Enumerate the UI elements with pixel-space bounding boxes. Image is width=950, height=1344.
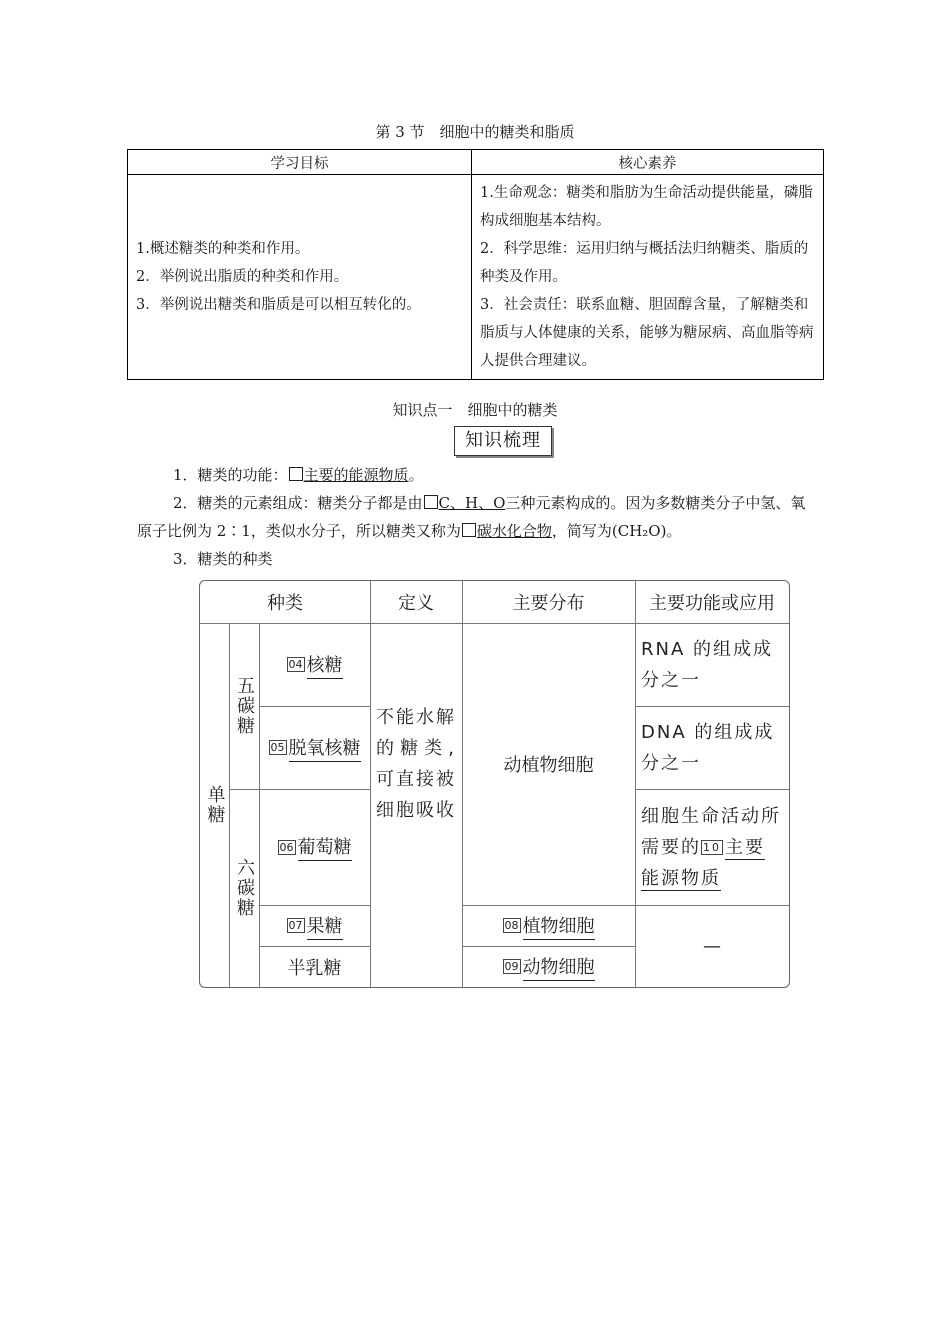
competency-item: 1.生命观念：糖类和脂肪为生命活动提供能量，磷脂构成细胞基本结构。 <box>480 185 813 229</box>
function-glucose: 细胞生命活动所需要的 10 主要能源物质 <box>641 805 781 889</box>
item-2-answer-1: C、H、O <box>438 494 506 512</box>
objectives-cell <box>128 175 472 380</box>
definition-cell: 不能水解的糖类,可直接被细胞吸收 <box>376 707 456 821</box>
distribution-plant: 08 植物细胞 <box>462 905 635 946</box>
item-2-prefix: 2．糖类的元素组成：糖类分子都是由 <box>173 494 423 512</box>
header-distribution: 主要分布 <box>512 593 585 614</box>
distribution-animal: 09 动物细胞 <box>462 946 635 987</box>
competencies-cell <box>472 175 824 380</box>
answer-box-icon <box>424 495 438 509</box>
sugar-deoxyribose: 05 脱氧核糖 <box>259 706 370 789</box>
answer-box-icon <box>462 523 476 537</box>
sugar-ribose: 04 核糖 <box>259 623 370 706</box>
objectives-header: 学习目标 <box>128 150 472 175</box>
item-2-answer-2: 碳水化合物 <box>476 522 552 540</box>
item-1-prefix: 1．糖类的功能： <box>173 466 288 484</box>
competencies-header: 核心素养 <box>472 150 824 175</box>
item-1-suffix: 。 <box>408 466 424 484</box>
objective-item: 3．举例说出糖类和脂质是可以相互转化的。 <box>136 297 421 313</box>
header-definition: 定义 <box>398 593 434 614</box>
item-3: 3．糖类的种类 <box>173 550 273 568</box>
answer-box-icon <box>289 467 303 481</box>
sugar-glucose: 06 葡萄糖 <box>259 789 370 905</box>
function-deoxyribose: DNA 的组成成分之一 <box>641 721 775 774</box>
competency-item: 2．科学思维：运用归纳与概括法归纳糖类、脂质的种类及作用。 <box>480 241 809 285</box>
function-ribose: RNA 的组成成分之一 <box>641 638 774 691</box>
competency-item: 3．社会责任：联系血糖、胆固醇含量，了解糖类和脂质与人体健康的关系，能够为糖尿病、高血脂等病人提供合理建议。 <box>480 297 814 369</box>
item-2-suffix: ，简写为(CH₂O)。 <box>551 522 682 540</box>
sugar-types-table <box>199 580 790 988</box>
item-1-answer: 主要的能源物质 <box>303 466 409 484</box>
sugar-fructose: 07 果糖 <box>259 905 370 946</box>
header-function: 主要功能或应用 <box>649 593 775 614</box>
item-2 <box>137 489 817 545</box>
item-1 <box>137 461 817 489</box>
knowledge-point-heading: 知识点一 细胞中的糖类 <box>392 401 558 419</box>
header-type: 种类 <box>267 593 303 614</box>
objective-item: 2．举例说出脂质的种类和作用。 <box>136 269 349 285</box>
hexose-label: 六碳糖 <box>234 858 255 918</box>
item-2-mid: 三种元素构成的。因为多数糖类分子中氢、氧原子比例为 2∶1，类似水分子，所以糖类又称为 <box>137 494 806 540</box>
objective-item: 1.概述糖类的种类和作用。 <box>136 241 310 257</box>
pentose-label: 五碳糖 <box>234 676 255 736</box>
section-title: 第 3 节 细胞中的糖类和脂质 <box>375 123 575 141</box>
distribution-main: 动植物细胞 <box>503 755 594 776</box>
monosaccharide-label: 单糖 <box>204 785 226 825</box>
sugar-galactose: 半乳糖 <box>287 957 342 979</box>
knowledge-summary-box: 知识梳理 <box>454 426 552 456</box>
function-dash: — <box>703 935 721 957</box>
goals-table <box>127 149 824 380</box>
